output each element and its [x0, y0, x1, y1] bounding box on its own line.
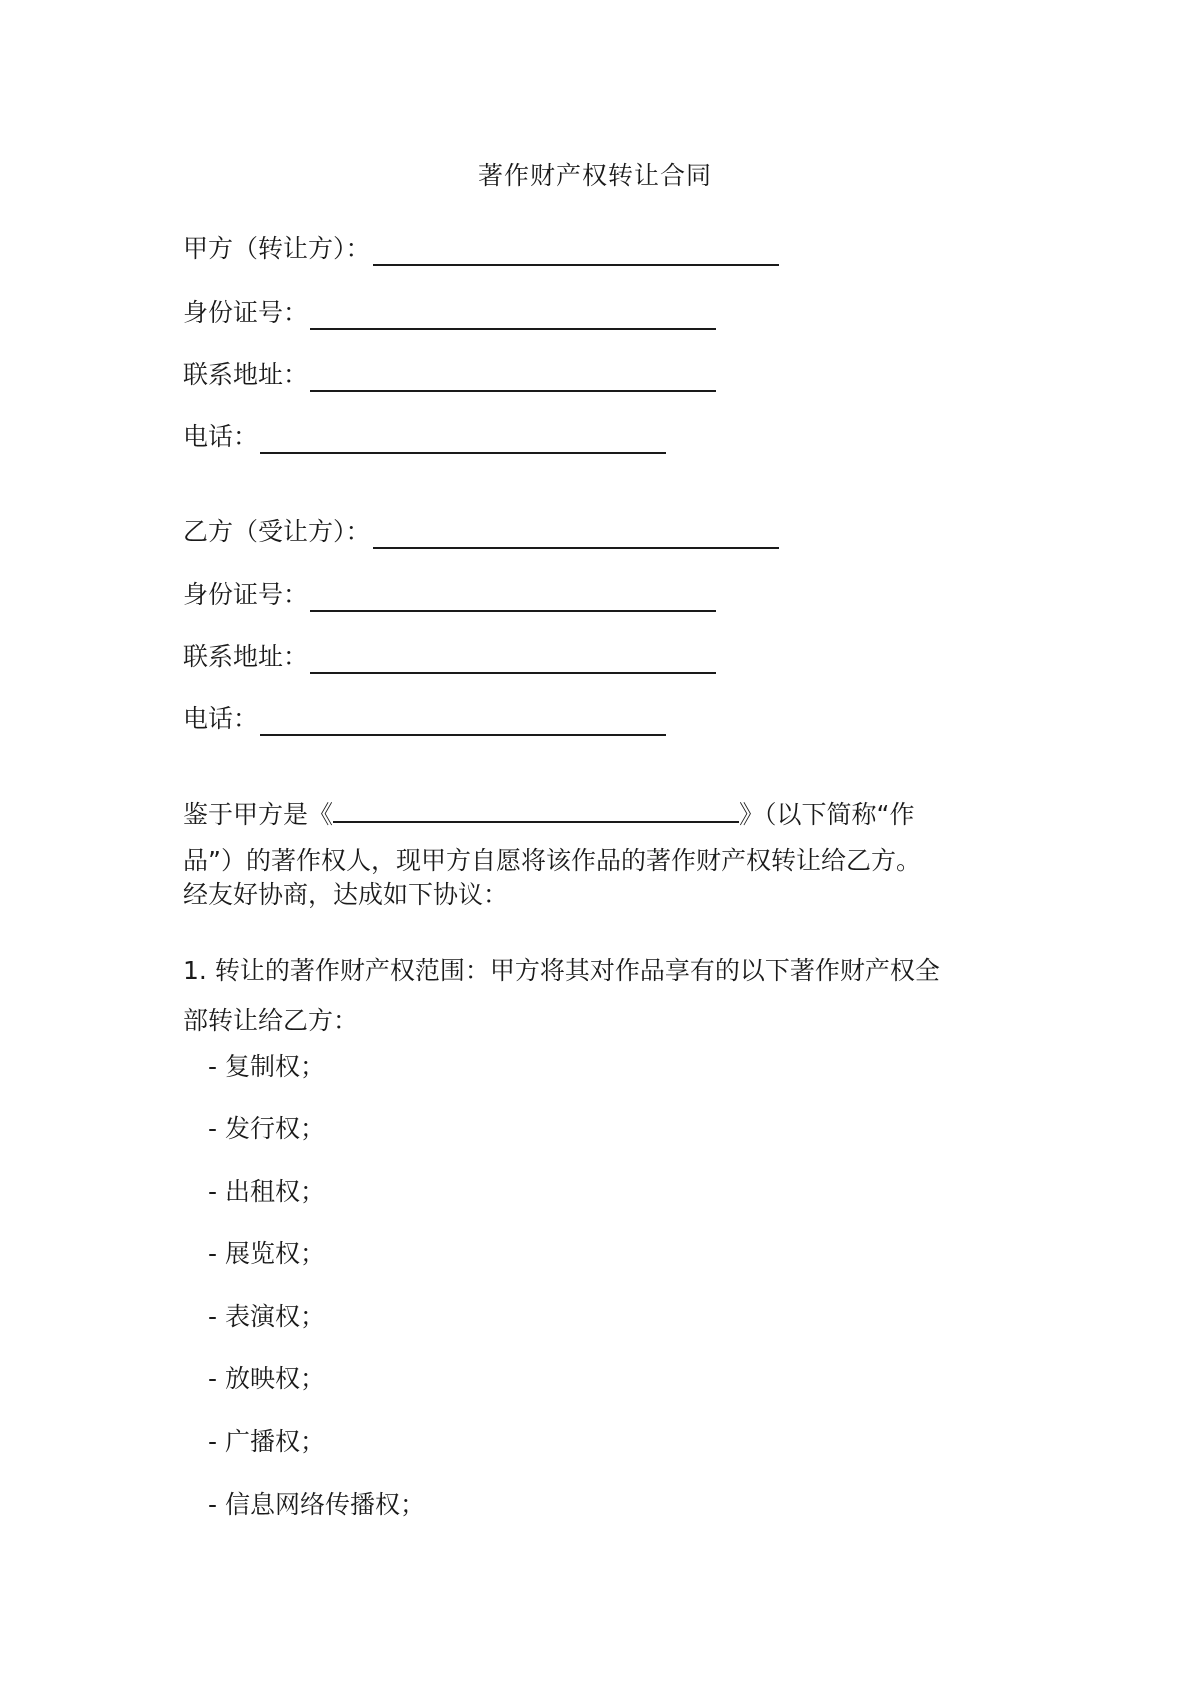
document-title: 著作财产权转让合同 — [477, 161, 712, 190]
party-b-name-blank[interactable] — [373, 519, 779, 549]
party-b-id-blank[interactable] — [310, 582, 716, 612]
party-b-id-row — [183, 578, 716, 612]
party-a-phone-label: 电话： — [183, 422, 259, 451]
party-a-id-label: 身份证号： — [183, 298, 309, 327]
party-a-name-label: 甲方（转让方）： — [183, 234, 371, 263]
party-b-address-row — [183, 640, 716, 674]
party-a-address-label: 联系地址： — [183, 360, 309, 389]
party-b-address-blank[interactable] — [310, 644, 716, 674]
list-item-performance-right: - 表演权； — [208, 1302, 325, 1331]
party-b-address-label: 联系地址： — [183, 642, 309, 671]
preamble-line-3: 经友好协商，达成如下协议： — [183, 880, 509, 909]
list-item-exhibition-right: - 展览权； — [208, 1239, 325, 1268]
clause-1 — [183, 951, 1013, 1041]
list-item-distribution-right: - 发行权； — [208, 1114, 325, 1143]
list-item-reproduction-right: - 复制权； — [208, 1052, 325, 1081]
list-item-broadcasting-right: - 广播权； — [208, 1427, 325, 1456]
work-title-blank[interactable] — [333, 795, 739, 823]
party-b-id-label: 身份证号： — [183, 580, 309, 609]
party-a-address-row — [183, 358, 716, 392]
party-a-name-blank[interactable] — [373, 236, 779, 266]
clause-1-line-2: 部转让给乙方： — [183, 1006, 359, 1035]
party-a-id-row — [183, 296, 716, 330]
clause-1-text: 转让的著作财产权范围：甲方将其对作品享有的以下著作财产权全 — [214, 956, 940, 985]
clause-1-line-1 — [183, 951, 1013, 991]
party-b-phone-row — [183, 702, 666, 736]
party-b-phone-blank[interactable] — [260, 706, 666, 736]
preamble-part-2: 》（以下简称“作 — [739, 800, 915, 829]
party-a-phone-row — [183, 420, 666, 454]
preamble-line-1 — [183, 795, 1013, 835]
clause-1-number: 1. — [183, 956, 207, 985]
preamble-line-2: 品”）的著作权人，现甲方自愿将该作品的著作财产权转让给乙方。 — [183, 846, 921, 875]
party-b-name-label: 乙方（受让方）： — [183, 517, 371, 546]
list-item-network-communication-right: - 信息网络传播权； — [208, 1490, 425, 1519]
party-b-phone-label: 电话： — [183, 704, 259, 733]
preamble-part-1: 鉴于甲方是《 — [183, 800, 334, 829]
list-item-rental-right: - 出租权； — [208, 1177, 325, 1206]
party-a-address-blank[interactable] — [310, 362, 716, 392]
list-item-screening-right: - 放映权； — [208, 1364, 325, 1393]
party-b-name-row — [183, 515, 779, 549]
party-a-phone-blank[interactable] — [260, 424, 666, 454]
preamble-paragraph — [183, 795, 1013, 915]
party-a-id-blank[interactable] — [310, 300, 716, 330]
party-a-name-row — [183, 232, 779, 266]
